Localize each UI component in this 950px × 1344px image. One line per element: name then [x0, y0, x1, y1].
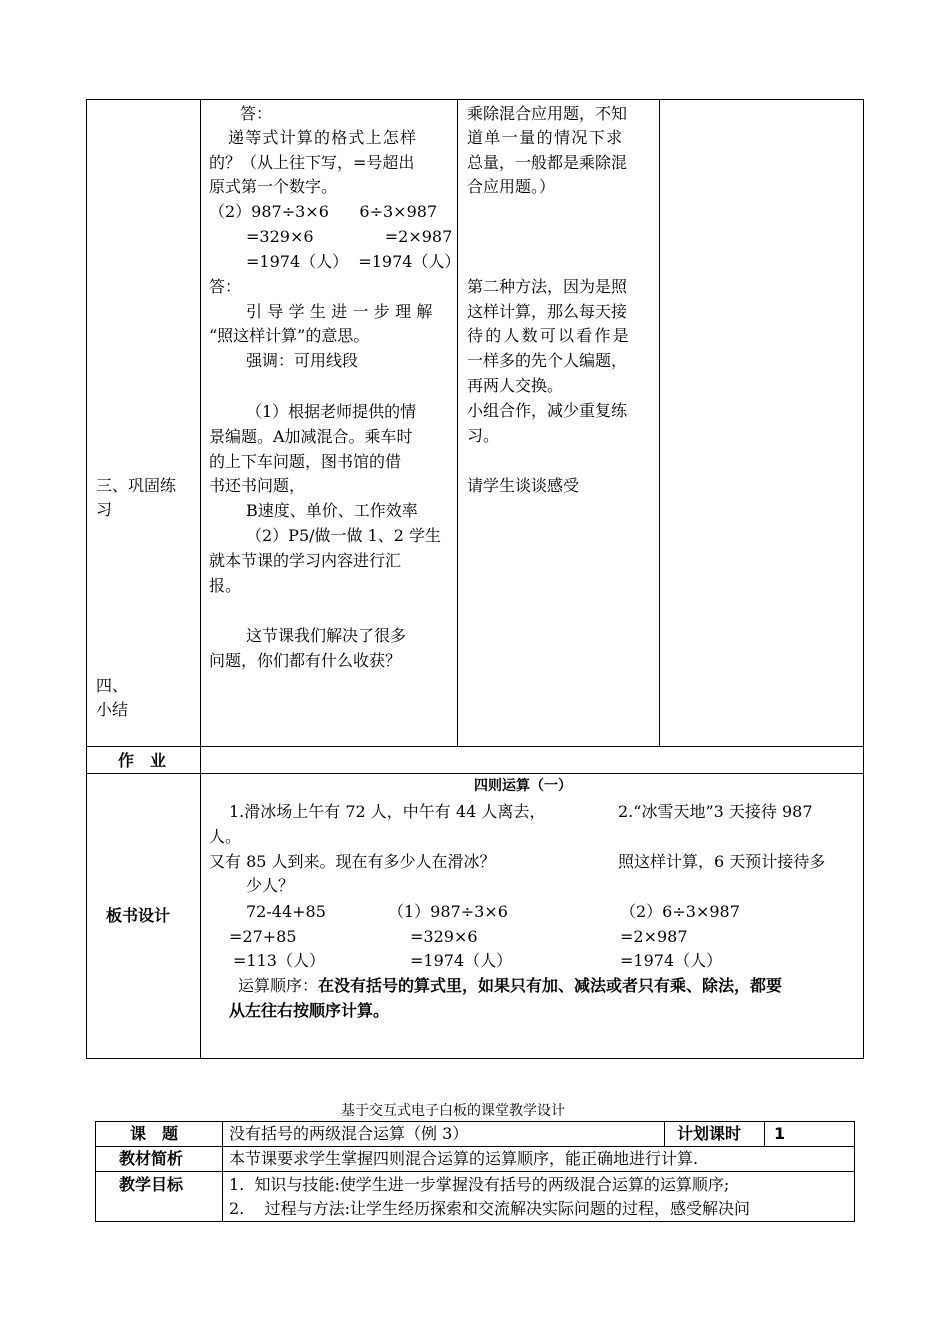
operation-order-text-cont: 从左往右按顺序计算。: [229, 1001, 390, 1020]
planned-hours-value: 1: [774, 1124, 786, 1143]
col3-line: 合应用题。）: [467, 177, 556, 196]
section-4-label-cont: 小结: [96, 700, 129, 719]
col3-line: 道单一量的情况下求: [467, 128, 624, 147]
col2-line: （2）P5/做一做 1、2 学生: [246, 526, 442, 545]
board-problem-1-cont: 又有 85 人到来。现在有多少人在滑冰？: [209, 852, 496, 871]
calc-1-line: =27+85: [229, 927, 297, 946]
col3-line: 习。: [467, 426, 500, 445]
col2-line: 答：: [209, 277, 242, 296]
operation-order-rule: [238, 974, 782, 998]
board-problem-2-cont: 人。: [209, 827, 242, 846]
col2-line: 就本节课的学习内容进行汇: [209, 551, 402, 570]
col2-line: 这节课我们解决了很多: [246, 626, 407, 645]
col3-line: 再两人交换。: [467, 376, 564, 395]
col3-line: 第二种方法，因为是照: [467, 277, 628, 296]
lesson-plan-caption: 基于交互式电子白板的课堂教学设计: [341, 1103, 565, 1119]
board-design-label: 板书设计: [106, 906, 171, 925]
board-title: 四则运算（一）: [474, 778, 572, 794]
col2-line: 报。: [209, 576, 242, 595]
teaching-goal-2: 2. 过程与方法:让学生经历探索和交流解决实际问题的过程，感受解决问: [229, 1199, 751, 1218]
material-analysis-value: 本节课要求学生掌握四则混合运算的运算顺序，能正确地进行计算.: [229, 1149, 699, 1168]
col3-line: 这样计算，那么每天接: [467, 302, 628, 321]
col2-line: 的？（从上往下写，=号超出: [209, 153, 415, 172]
col2-line: 书还书问题，: [209, 476, 306, 495]
teaching-goal-1: 1. 知识与技能:使学生进一步掌握没有括号的两级混合运算的运算顺序;: [229, 1175, 730, 1194]
section-3-label: 三、巩固练: [96, 476, 177, 495]
calc-2-line: =1974（人）: [410, 951, 513, 970]
board-problem-2-cont2: 照这样计算，6 天预计接待多: [618, 852, 826, 871]
col2-line: （2）987÷3×6 6÷3×987: [209, 202, 438, 221]
board-problem-2-cont3: 少人？: [246, 876, 295, 895]
calc-1-line: =113（人）: [233, 951, 325, 970]
col2-line: 问题，你们都有什么收获？: [209, 651, 402, 670]
col2-line: 递等式计算的格式上怎样: [228, 128, 418, 147]
calc-2-line: （1）987÷3×6: [388, 902, 508, 921]
operation-order-label: 运算顺序：: [238, 976, 319, 995]
col2-line: （1）根据老师提供的情: [246, 402, 417, 421]
col2-line: =329×6 =2×987: [246, 227, 453, 246]
col2-line: 的上下车问题，图书馆的借: [209, 452, 402, 471]
material-analysis-label: 教材简析: [119, 1149, 184, 1168]
col2-line: 原式第一个数字。: [209, 177, 338, 196]
calc-3-line: =2×987: [620, 927, 688, 946]
col3-line: 待的人数可以看作是: [467, 326, 631, 345]
col3-line: 一样多的先个人编题，: [467, 351, 628, 370]
teaching-goals-label: 教学目标: [119, 1175, 184, 1194]
calc-2-line: =329×6: [410, 927, 478, 946]
col2-line: “照这样计算”的意思。: [209, 326, 370, 345]
col3-line: 总量，一般都是乘除混: [467, 153, 628, 172]
operation-order-text: 在没有括号的算式里，如果只有加、减法或者只有乘、除法，都要: [318, 976, 783, 995]
calc-3-line: =1974（人）: [620, 951, 723, 970]
col2-line: B速度、单价、工作效率: [246, 501, 418, 520]
calc-1-line: 72-44+85: [246, 902, 326, 921]
section-3-label-cont: 习: [96, 500, 113, 519]
topic-value: 没有括号的两级混合运算（例 3）: [229, 1124, 469, 1143]
col2-line: =1974（人） =1974（人）: [246, 252, 461, 271]
homework-label: 作 业: [118, 751, 167, 770]
topic-label: 课 题: [130, 1124, 179, 1143]
board-problem-2: 2.“冰雪天地”3 天接待 987: [618, 802, 813, 821]
col3-line: 乘除混合应用题，不知: [467, 104, 628, 123]
col3-line: 小组合作，减少重复练: [467, 401, 628, 420]
col2-line: 景编题。A加减混合。乘车时: [209, 427, 413, 446]
col2-line: 引导学生进一步理解: [246, 302, 438, 321]
col2-line: 答：: [240, 104, 273, 123]
board-problem-1: 1.滑冰场上午有 72 人，中午有 44 人离去，: [229, 802, 546, 821]
section-4-label: 四、: [96, 676, 129, 695]
calc-3-line: （2）6÷3×987: [620, 902, 740, 921]
col2-line: 强调：可用线段: [246, 351, 359, 370]
planned-hours-label: 计划课时: [677, 1124, 742, 1143]
col3-line: 请学生谈谈感受: [467, 476, 580, 495]
